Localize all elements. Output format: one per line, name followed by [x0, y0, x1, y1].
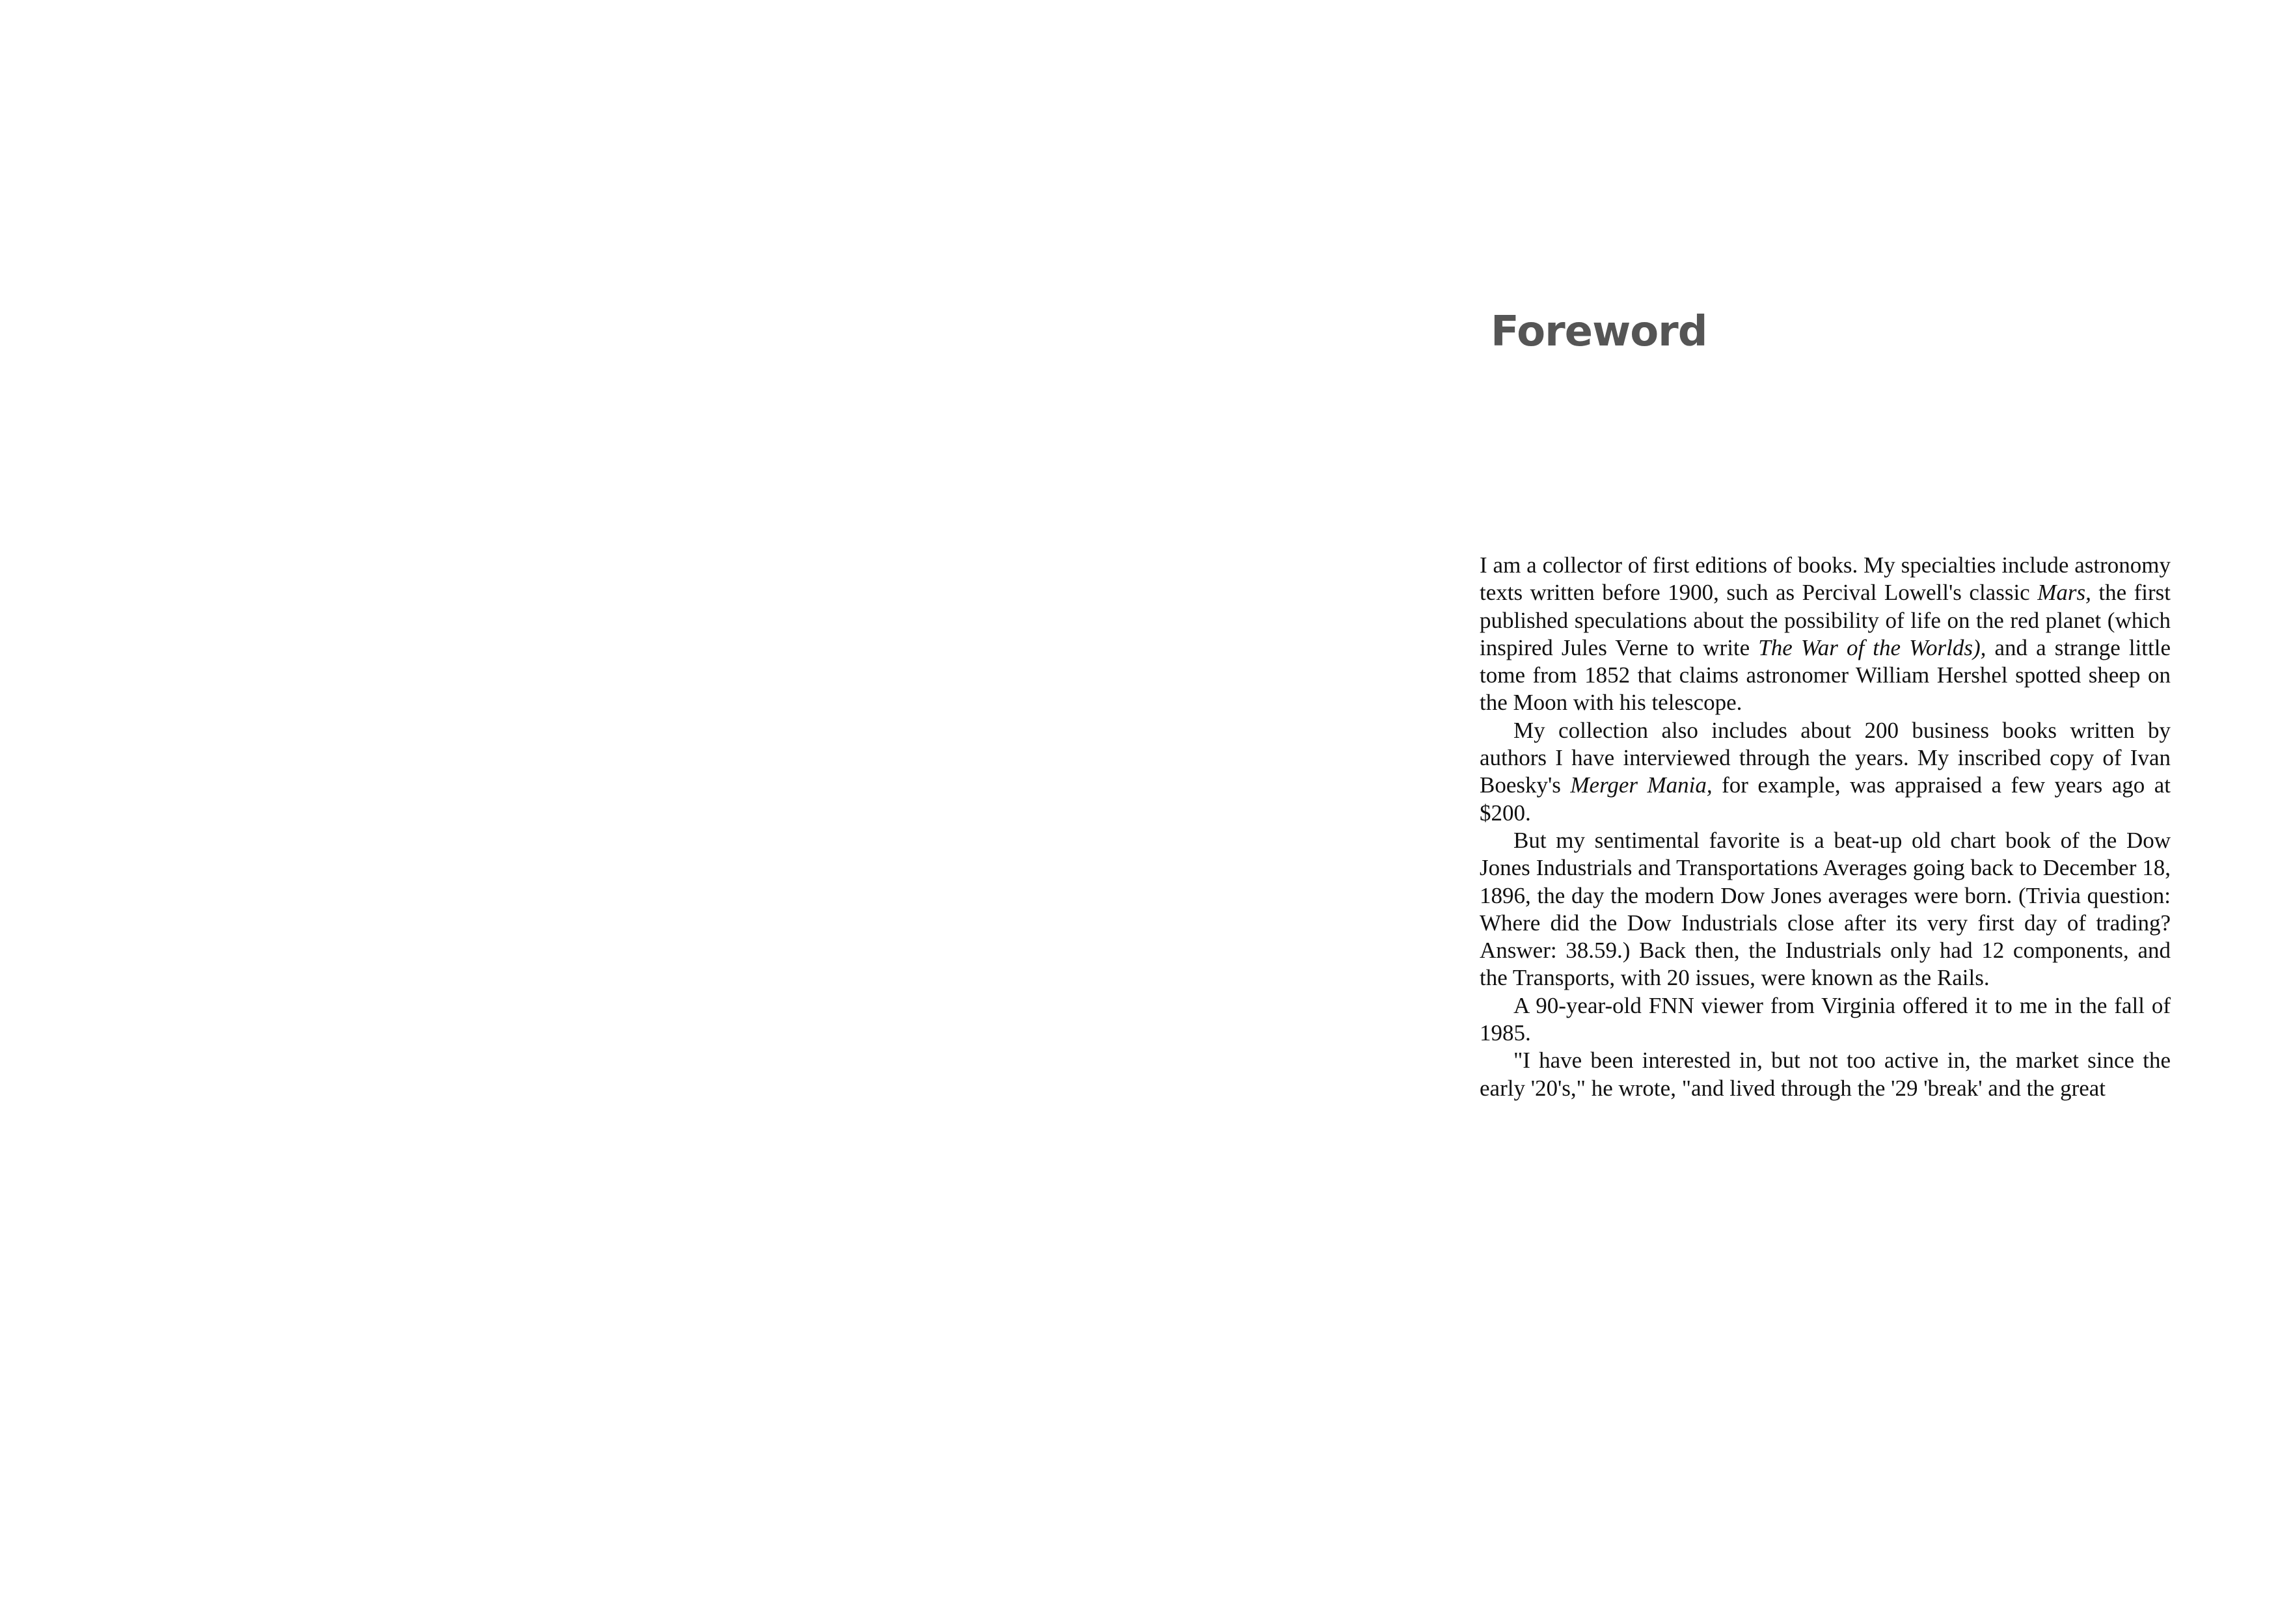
paragraph-1: [1480, 552, 2171, 717]
text-run: I am a collector of first editions of books. My specialties include astronomy texts written before 1900, such as Percival Lowell's classic: [1480, 552, 2171, 606]
paragraph-2: [1480, 717, 2171, 827]
text-run: for example, was appraised a few years ago at $200.: [1480, 772, 2171, 826]
text-run: the first published speculations about the possibility of life on the red planet (which inspired Jules Verne to write: [1480, 580, 2171, 660]
text-run: But my sentimental favorite is a beat-up old chart book of the Dow Jones Industrials and Transportations Averages going back to December 18, 1896, the day the modern Dow Jones averages were born. (Trivia question: Where did the Dow Industrials close after its very first day of trading? Answer: 38.59.) Back then, the Industrials only had 12 components, and the Transports, with 20 issues, were known as the Rails.: [1480, 827, 2171, 991]
chapter-title: Foreword: [1491, 308, 1707, 356]
book-title-merger-mania: Merger Mania,: [1570, 772, 1713, 798]
paragraph-4: [1480, 992, 2171, 1048]
paragraph-3: [1480, 827, 2171, 992]
book-title-mars: Mars,: [2037, 580, 2091, 606]
text-run: A 90-year-old FNN viewer from Virginia offered it to me in the fall of 1985.: [1480, 992, 2171, 1046]
text-run: My collection also includes about 200 business books written by authors I have interviewed through the years. My inscribed copy of Ivan Boesky's: [1480, 717, 2171, 798]
book-title-war-of-the-worlds: The War of the Worlds),: [1758, 634, 1986, 660]
text-run: and a strange little tome from 1852 that claims astronomer William Hershel spotted sheep on the Moon with his telescope.: [1480, 634, 2171, 716]
text-run: "I have been interested in, but not too active in, the market since the early '20's," he wrote, "and lived through the '29 'break' and the great: [1480, 1048, 2171, 1101]
left-page-blank: [0, 0, 1145, 1624]
foreword-body: [1480, 552, 2171, 1102]
paragraph-5: [1480, 1047, 2171, 1102]
